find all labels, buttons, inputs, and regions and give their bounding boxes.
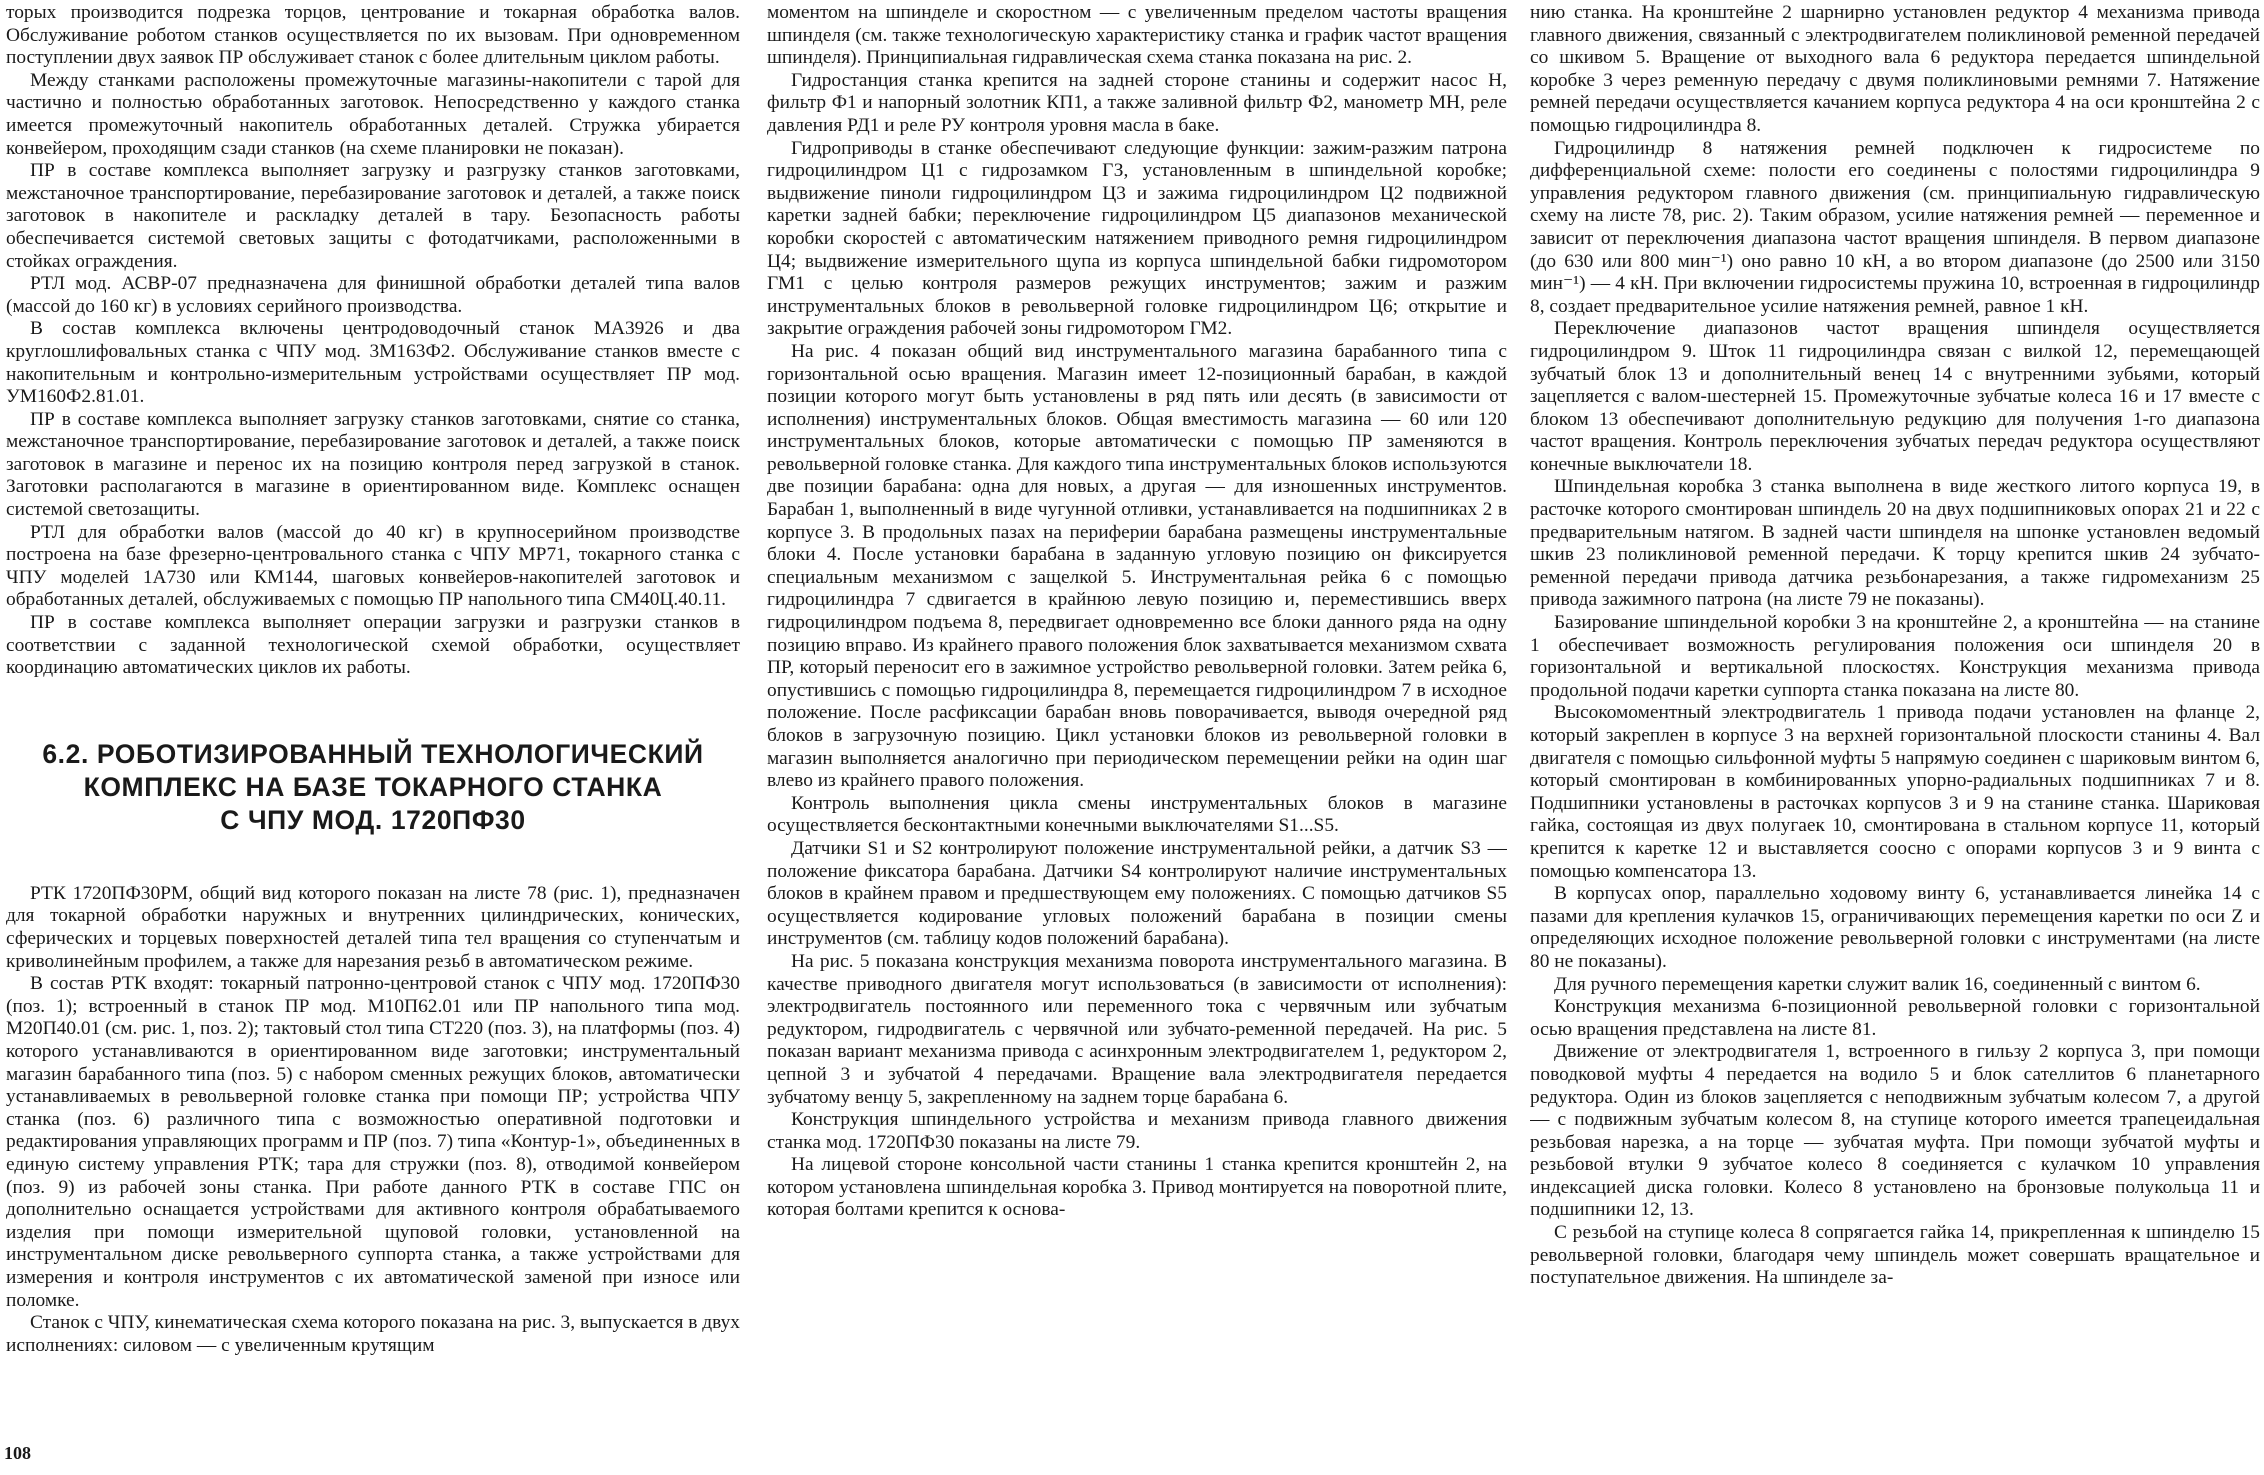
text-column-left bbox=[6, 2, 740, 1442]
paragraph: Гидроцилиндр 8 натяжения ремней подключен к гидросистеме по дифференциальной схеме: полости его соединены с полостями гидроцилиндра 9 управления редуктором главного движения (см. принципиальную гидравлическую схему на листе 78, рис. 2). Таким образом, усилие натяжения ремней — переменное и зависит от переключения диапазона частот вращения шпинделя. В первом диапазоне (до 630 или 800 мин⁻¹) оно равно 10 кН, а во втором диапазоне (до 2500 или 3150 мин⁻¹) — 4 кН. При включении гидросистемы пружина 10, встроенная в гидроцилиндр 8, создает предварительное усилие натяжения ремней, равное 1 кН. bbox=[1530, 137, 2260, 317]
section-heading-line: С ЧПУ МОД. 1720ПФ30 bbox=[220, 804, 526, 835]
paragraph: Гидростанция станка крепится на задней стороне станины и содержит насос Н, фильтр Ф1 и напорный золотник КП1, а также заливной фильтр Ф2, манометр МН, реле давления РД1 и реле РУ контроля уровня масла в баке. bbox=[767, 69, 1507, 136]
paragraph: На рис. 4 показан общий вид инструментального магазина барабанного типа с горизонтальной осью вращения. Магазин имеет 12-позиционный барабан, в каждой позиции которого могут быть установлены в ряд пять или десять (в зависимости от исполнения) инструментальных блоков. Общая вместимость магазина — 60 или 120 инструментальных блоков, которые автоматически с помощью ПР заменяются в револьверной головке станка. Для каждого типа инструментальных блоков используются две позиции барабана: одна для новых, а другая — для изношенных инструментов. Барабан 1, выполненный в виде чугунной отливки, устанавливается на подшипниках 2 в корпусе 3. В продольных пазах на периферии барабана размещены инструментальные блоки 4. После установки барабана в заданную угловую позицию он фиксируется специальным механизмом с защелкой 5. Инструментальная рейка 6 с помощью гидроцилиндра 7 сдвигается в крайнюю левую позицию и, переместившись вверх гидроцилиндром подъема 8, передвигает одновременно все блоки данного ряда на одну позицию вправо. Из крайнего правого положения блок захватывается механизмом схвата ПР, который переносит его в зажимное устройство револьверной головки. Затем рейка 6, опустившись с помощью гидроцилиндра 8, перемещается гидроцилиндром 7 в исходное положение. После расфиксации барабан вновь поворачивается, выводя очередной ряд блоков в загрузочную позицию. Цикл установки блоков из револьверной головки в магазин выполняется аналогично при периодическом перемещении рейки на один шаг влево из крайнего правого положения. bbox=[767, 340, 1507, 792]
paragraph: торых производится подрезка торцов, центрование и токарная обработка валов. Обслуживание роботом станков осуществляется по их вызовам. При одновременном поступлении двух заявок ПР обслуживает станок с более длительным циклом работы. bbox=[6, 2, 740, 69]
paragraph: Конструкция механизма 6-позиционной револьверной головки с горизонтальной осью вращения представлена на листе 81. bbox=[1530, 996, 2260, 1040]
paragraph: ПР в составе комплекса выполняет загрузку и разгрузку станков заготовками, межстаночное транспортирование, перебазирование заготовок и деталей, а также поиск заготовок в накопителе и раскладку деталей в тару. Безопасность работы обеспечивается системой световых защиты с фотодатчиками, расположенными в стойках ограждения. bbox=[6, 160, 740, 272]
paragraph: Высокомоментный электродвигатель 1 привода подачи установлен на фланце 2, который закреплен в корпусе 3 на верхней горизонтальной плоскости станины 4. Вал двигателя с помощью сильфонной муфты 5 напрямую соединен с шариковым винтом 6, который смонтирован в комбинированных упорно-радиальных подшипниках 7 и 8. Подшипники установлены в расточках корпусов 3 и 9 на станине станка. Шариковая гайка, состоящая из двух полугаек 10, смонтирована в стальном корпусе 11, который крепится к каретке 12 и выставляется соосно с опорами корпусов 3 и 9 винта с помощью компенсатора 13. bbox=[1530, 702, 2260, 882]
column-left-top-text bbox=[6, 2, 740, 680]
text-column-right bbox=[1530, 2, 2260, 1442]
paragraph: Конструкция шпиндельного устройства и механизм привода главного движения станка мод. 1720ПФ30 показаны на листе 79. bbox=[767, 1109, 1507, 1153]
paragraph: РТЛ мод. АСВР-07 предназначена для финишной обработки деталей типа валов (массой до 160 кг) в условиях серийного производства. bbox=[6, 273, 740, 317]
paragraph: В состав комплекса включены центродоводочный станок МА3926 и два круглошлифовальных станка с ЧПУ мод. 3М163Ф2. Обслуживание станков вместе с накопительным и контрольно-измерительным устройствами осуществляет ПР мод. УМ160Ф2.81.01. bbox=[6, 318, 740, 408]
section-heading bbox=[6, 738, 740, 837]
paragraph: Датчики S1 и S2 контролируют положение инструментальной рейки, а датчик S3 — положение фиксатора барабана. Датчики S4 контролируют наличие инструментальных блоков в крайнем правом и предшествующем ему положениях. С помощью датчиков S5 осуществляется кодирование угловых положений барабана в позиции смены инструментов (см. таблицу кодов положений барабана). bbox=[767, 837, 1507, 950]
paragraph: РТК 1720ПФ30РМ, общий вид которого показан на листе 78 (рис. 1), предназначен для токарной обработки наружных и внутренних цилиндрических, конических, сферических и торцевых поверхностей деталей типа тел вращения со ступенчатым и криволинейным профилем, а также для нарезания резьб в автоматическом режиме. bbox=[6, 882, 740, 972]
paragraph: Переключение диапазонов частот вращения шпинделя осуществляется гидроцилиндром 9. Шток 11 гидроцилиндра связан с вилкой 12, перемещающей зубчатый блок 13 и дополнительный венец 14 с внутренними зубьями, который зацепляется с валом-шестерней 15. Промежуточные зубчатые колеса 16 и 17 вместе с блоком 13 обеспечивают дополнительную редукцию для получения 1-го диапазона частот вращения. Контроль переключения зубчатых передач редуктора осуществляют конечные выключатели 18. bbox=[1530, 318, 2260, 475]
paragraph: Контроль выполнения цикла смены инструментальных блоков в магазине осуществляется бесконтактными конечными выключателями S1...S5. bbox=[767, 792, 1507, 837]
section-heading-line: КОМПЛЕКС НА БАЗЕ ТОКАРНОГО СТАНКА bbox=[83, 771, 663, 802]
paragraph: Базирование шпиндельной коробки 3 на кронштейне 2, а кронштейна — на станине 1 обеспечивает возможность регулирования положения оси шпинделя 20 в горизонтальной и вертикальной плоскостях. Конструкция механизма привода продольной подачи каретки суппорта станка показана на листе 80. bbox=[1530, 612, 2260, 701]
paragraph: С резьбой на ступице колеса 8 сопрягается гайка 14, прикрепленная к шпинделю 15 револьверной головки, благодаря чему шпиндель может совершать вращательное и поступательное движения. На шпинделе за- bbox=[1530, 1222, 2260, 1289]
paragraph: Движение от электродвигателя 1, встроенного в гильзу 2 корпуса 3, при помощи поводковой муфты 4 передается на водило 5 и блок сателлитов 6 планетарного редуктора. Один из блоков зацепляется с неподвижным зубчатым колесом 7, а другой — с подвижным зубчатым колесом 8, на ступице которого имеется трапецеидальная резьбовая нарезка, а на торце — зубчатая муфта. При помощи зубчатой муфты и резьбовой втулки 9 зубчатое колесо 8 соединяется с кулачком 10 управления индексацией диска головки. Колесо 8 установлено на бронзовые полукольца 11 и подшипники 12, 13. bbox=[1530, 1041, 2260, 1221]
paragraph: РТЛ для обработки валов (массой до 40 кг) в крупносерийном производстве построена на базе фрезерно-центровального станка с ЧПУ МР71, токарного станка с ЧПУ моделей 1А730 или КМ144, шаговых конвейеров-накопителей заготовок и обработанных деталей, обслуживаемых с помощью ПР напольного типа СМ40Ц.40.11. bbox=[6, 521, 740, 611]
paragraph: ПР в составе комплекса выполняет операции загрузки и разгрузки станков в соответствии с заданной технологической схемой обработки, осуществляет координацию автоматических циклов их работы. bbox=[6, 612, 740, 679]
paragraph: В корпусах опор, параллельно ходовому винту 6, устанавливается линейка 14 с пазами для крепления кулачков 15, ограничивающих перемещения каретки по оси Z и определяющих исходное положение револьверной головки с инструментами (на листе 80 не показаны). bbox=[1530, 883, 2260, 972]
page-number: 108 bbox=[4, 1443, 31, 1463]
paragraph: Станок с ЧПУ, кинематическая схема которого показана на рис. 3, выпускается в двух исполнениях: силовом — с увеличенным крутящим bbox=[6, 1312, 740, 1356]
paragraph: На лицевой стороне консольной части станины 1 станка крепится кронштейн 2, на котором установлена шпиндельная коробка 3. Привод монтируется на поворотной плите, которая болтами крепится к основа- bbox=[767, 1154, 1507, 1221]
paragraph: Для ручного перемещения каретки служит валик 16, соединенный с винтом 6. bbox=[1554, 973, 2201, 995]
column-left-bottom-text bbox=[6, 883, 740, 1357]
text-column-middle bbox=[767, 2, 1507, 1442]
paragraph: нию станка. На кронштейне 2 шарнирно установлен редуктор 4 механизма привода главного движения, связанный с электродвигателем поликлиновой ременной передачей со шкивом 5. Вращение от выходного вала 6 редуктора передается шпиндельной коробке 3 через ременную передачу с двумя поликлиновыми ремнями 7. Натяжение ремней передачи осуществляется качанием корпуса редуктора 4 на оси кронштейна 2 с помощью гидроцилиндра 8. bbox=[1530, 2, 2260, 136]
paragraph: Гидроприводы в станке обеспечивают следующие функции: зажим-разжим патрона гидроцилиндром Ц1 с гидрозамком ГЗ, установленным в шпиндельной коробке; выдвижение пиноли гидроцилиндром Ц3 и зажима гидроцилиндром Ц2 подвижной каретки задней бабки; переключение гидроцилиндром Ц5 диапазонов механической коробки скоростей с автоматическим натяжением приводного ремня гидроцилиндром Ц4; выдвижение измерительного щупа из корпуса шпиндельной бабки гидромотором ГМ1 с целью контроля размеров режущих инструментов; зажим и разжим инструментальных блоков в револьверной головке гидроцилиндром Ц6; открытие и закрытие ограждения рабочей зоны гидромотором ГМ2. bbox=[767, 137, 1507, 340]
paragraph: моментом на шпинделе и скоростном — с увеличенным пределом частоты вращения шпинделя (см. также технологическую характеристику станка и график частот вращения шпинделя). Принципиальная гидравлическая схема станка показана на рис. 2. bbox=[767, 2, 1507, 69]
paragraph: ПР в составе комплекса выполняет загрузку станков заготовками, снятие со станка, межстаночное транспортирование, перебазирование заготовок и деталей, а также поиск заготовок в магазине и перенос их на позицию контроля перед загрузкой в станок. Заготовки располагаются в магазине в ориентированном виде. Комплекс оснащен системой светозащиты. bbox=[6, 408, 740, 521]
paragraph: В состав РТК входят: токарный патронно-центровой станок с ЧПУ мод. 1720ПФ30 (поз. 1); встроенный в станок ПР мод. М10П62.01 или ПР напольного типа мод. М20П40.01 (см. рис. 1, поз. 2); тактовый стол типа СТ220 (поз. 3), на платформы (поз. 4) которого устанавливаются в ориентированном виде заготовки; инструментальный магазин барабанного типа (поз. 5) с набором сменных режущих блоков, автоматически устанавливаемых в револьверной головке станка при помощи ПР; устройства ЧПУ станка (поз. 6) различного типа с возможностью оперативной подготовки и редактирования управляющих программ и ПР (поз. 7) типа «Контур-1», объединенных в единую систему управления РТК; тара для стружки (поз. 8), отводимой конвейером (поз. 9) из рабочей зоны станка. При работе данного РТК в составе ГПС он дополнительно оснащается устройствами для активного контроля обрабатываемого изделия при помощи измерительной щуповой головки, установленной на инструментальном диске револьверного суппорта станка, а также устройствами для измерения и контроля инструментов с их автоматической заменой при износе или поломке. bbox=[6, 973, 740, 1311]
paragraph: Между станками расположены промежуточные магазины-накопители с тарой для частично и полностью обработанных заготовок. Непосредственно у каждого станка имеется промежуточный накопитель обработанных деталей. Стружка убирается конвейером, проходящим сзади станков (на схеме планировки не показан). bbox=[6, 69, 740, 159]
section-heading-line: 6.2. РОБОТИЗИРОВАННЫЙ ТЕХНОЛОГИЧЕСКИЙ bbox=[42, 738, 704, 769]
paragraph: Шпиндельная коробка 3 станка выполнена в виде жесткого литого корпуса 19, в расточке которого смонтирован шпиндель 20 на двух подшипниковых опорах 21 и 22 с предварительным натягом. В задней части шпинделя на шпонке установлен ведомый шкив 23 поликлиновой ременной передачи. К торцу крепится шкив 24 зубчато-ременной передачи привода датчика резьбонарезания, а также гидромеханизм 25 привода зажимного патрона (на листе 79 не показаны). bbox=[1530, 476, 2260, 611]
paragraph: На рис. 5 показана конструкция механизма поворота инструментального магазина. В качестве приводного двигателя могут использоваться (в зависимости от исполнения): электродвигатель постоянного или переменного тока с червячным или зубчатым редуктором, гидродвигатель с червячной или зубчато-ременной передачей. На рис. 5 показан вариант механизма привода с асинхронным электродвигателем 1, редуктором 2, цепной 3 и зубчатой 4 передачами. Вращение вала электродвигателя передается зубчатому венцу 5, закрепленному на заднем торце барабана 6. bbox=[767, 950, 1507, 1108]
